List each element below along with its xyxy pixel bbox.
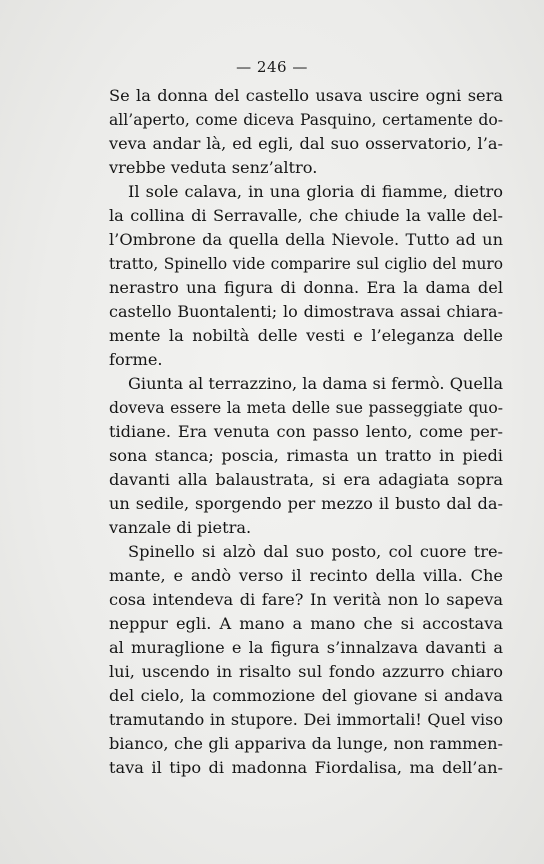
body-text [109,84,503,780]
text-line: al muraglione e la figura s’innalzava davanti a [109,638,503,657]
text-line: Giunta al terrazzino, la dama si fermò. Quella [128,374,503,393]
page-number: — 246 — [236,58,308,76]
text-line: davanti alla balaustrata, si era adagiata sopra [109,470,503,489]
text-line: veva andar là, ed egli, dal suo osservatorio, l’a- [109,134,503,153]
text-line: del cielo, la commozione del giovane si andava [109,686,503,705]
text-line: castello Buontalenti; lo dimostrava assai chiara- [109,302,503,321]
text-line: vanzale di pietra. [109,518,252,537]
text-line: doveva essere la meta delle sue passeggiate quo- [109,399,503,417]
text-line: sona stanca; poscia, rimasta un tratto in piedi [109,446,503,465]
text-line: tratto, Spinello vide comparire sul ciglio del muro [109,255,503,273]
text-line: forme. [109,350,163,369]
text-line: tidiane. Era venuta con passo lento, come per- [109,422,503,441]
text-line: tramutando in stupore. Dei immortali! Quel viso [109,710,503,729]
text-line: lui, uscendo in risalto sul fondo azzurro chiaro [109,662,503,681]
text-line: la collina di Serravalle, che chiude la valle del- [109,206,503,225]
text-line: nerastro una figura di donna. Era la dama del [109,278,503,297]
text-line: all’aperto, come diceva Pasquino, certamente do- [109,111,503,129]
text-line: Il sole calava, in una gloria di fiamme, dietro [128,182,503,201]
text-line: mante, e andò verso il recinto della villa. Che [109,566,503,585]
text-line: tava il tipo di madonna Fiordalisa, ma dell’an- [109,758,503,777]
text-line: neppur egli. A mano a mano che si accostava [109,614,503,633]
text-line: Spinello si alzò dal suo posto, col cuore tre- [128,542,503,561]
text-line: bianco, che gli appariva da lunge, non rammen- [109,734,503,753]
text-line: mente la nobiltà delle vesti e l’eleganza delle [109,326,503,345]
text-line: un sedile, sporgendo per mezzo il busto dal da- [109,494,503,513]
text-line: cosa intendeva di fare? In verità non lo sapeva [109,590,503,609]
text-line: vrebbe veduta senz’altro. [109,158,318,177]
text-line: l’Ombrone da quella della Nievole. Tutto ad un [109,230,503,249]
text-line: Se la donna del castello usava uscire ogni sera [109,86,503,105]
